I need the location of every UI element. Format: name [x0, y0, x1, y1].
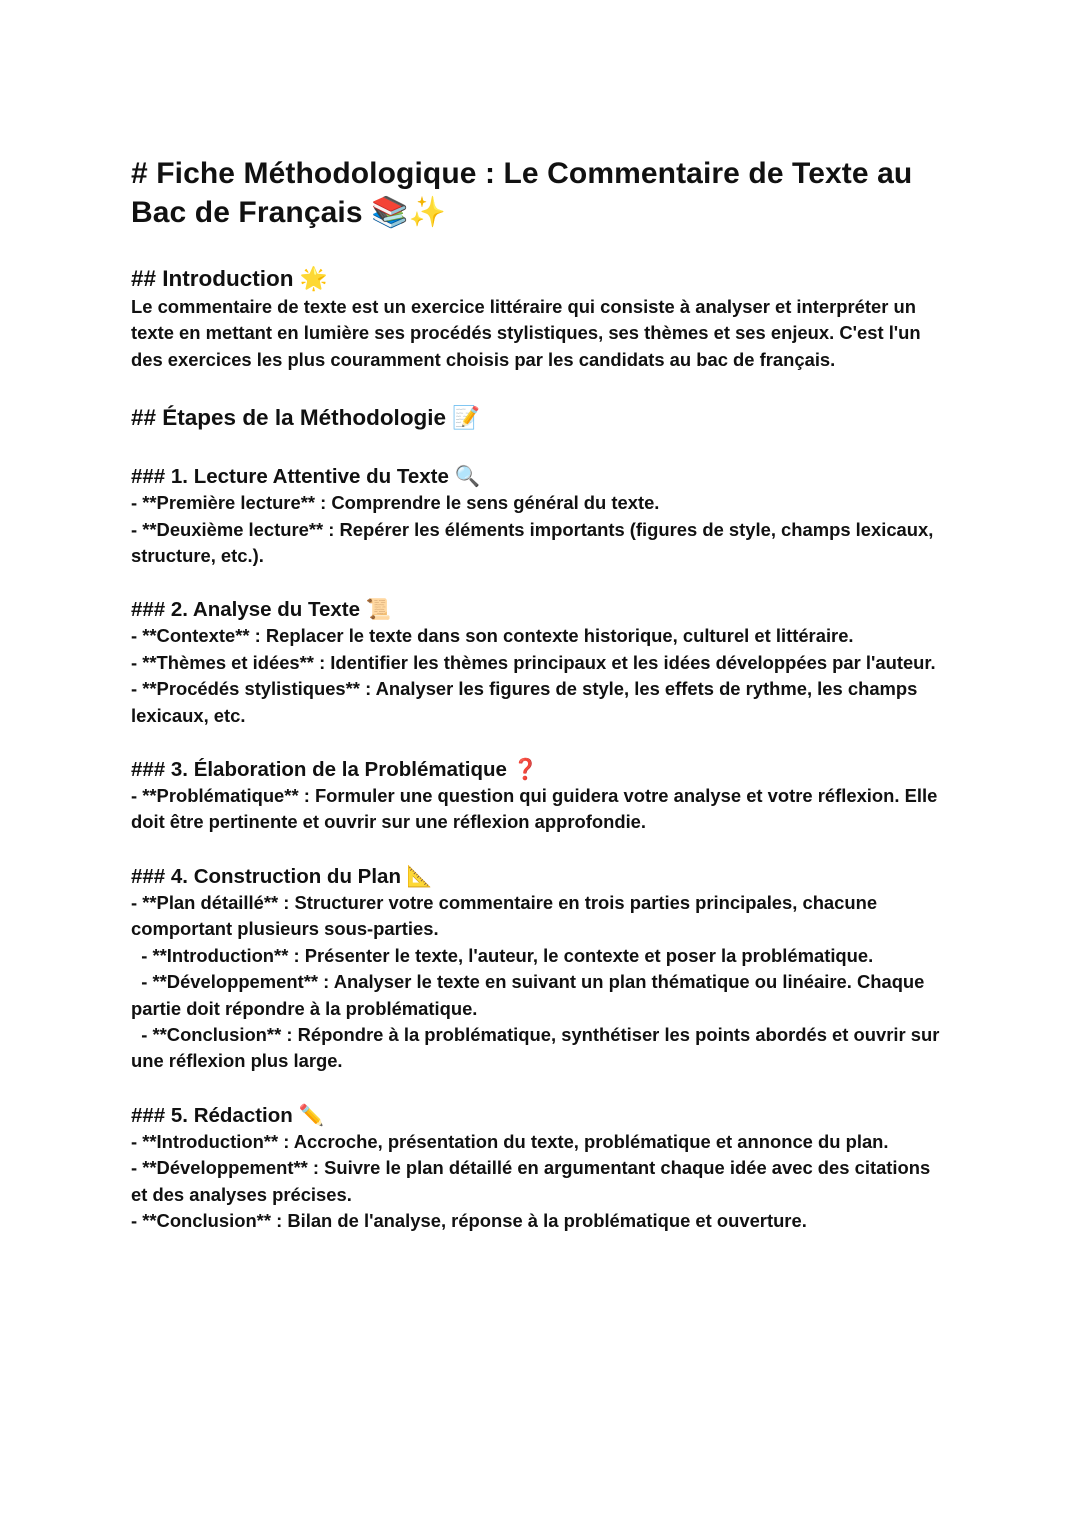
section-redaction [131, 1102, 951, 1235]
section-heading [131, 863, 951, 890]
list-item: - **Procédés stylistiques** : Analyser les figures de style, les effets de rythme, les champs lexicaux, etc. [131, 678, 923, 726]
list-item: - **Conclusion** : Bilan de l'analyse, réponse à la problématique et ouverture. [131, 1209, 807, 1231]
etapes-heading [131, 403, 951, 433]
triangle-ruler-icon: 📐 [406, 863, 433, 888]
section-analyse [131, 596, 951, 729]
section-heading-text: ### 1. Lecture Attentive du Texte [131, 465, 449, 489]
section-heading-text: ### 3. Élaboration de la Problématique [131, 758, 507, 782]
section-heading [131, 463, 951, 490]
list-item: - **Première lecture** : Comprendre le sens général du texte. [131, 492, 660, 514]
list-item: - **Thèmes et idées** : Identifier les thèmes principaux et les idées développées par l'auteur. [131, 651, 936, 673]
pencil-icon: ✏️ [298, 1102, 325, 1127]
section-plan [131, 863, 951, 1075]
section-lecture [131, 463, 951, 569]
star-icon: 🌟 [299, 266, 328, 292]
intro-heading-text: ## Introduction [131, 266, 294, 291]
section-heading [131, 1102, 951, 1129]
title-text: # Fiche Méthodologique : Le Commentaire de Texte au Bac de Français [131, 157, 913, 229]
list-item: - **Développement** : Analyser le texte en suivant un plan thématique ou linéaire. Chaque partie doit répondre à la problématique. [131, 971, 930, 1019]
section-problematique [131, 756, 951, 836]
section-heading [131, 596, 951, 623]
section-heading-text: ### 4. Construction du Plan [131, 864, 401, 888]
section-heading-text: ### 5. Rédaction [131, 1103, 293, 1127]
intro-paragraph: Le commentaire de texte est un exercice littéraire qui consiste à analyser et interpréter un texte en mettant en lumière ses procédés stylistiques, ses thèmes et ses enjeux. C'est l'un des exercices les plus couramment choisis par les candidats au bac de français. [131, 296, 926, 370]
document-page [131, 154, 951, 1234]
etapes-heading-text: ## Étapes de la Méthodologie [131, 405, 447, 431]
document-title [131, 154, 951, 232]
list-item: - **Problématique** : Formuler une question qui guidera votre analyse et votre réflexion. Elle doit être pertinente et ouvrir sur une réflexion approfondie. [131, 785, 943, 833]
section-heading-text: ### 2. Analyse du Texte [131, 598, 361, 622]
books-sparkles-icon: 📚✨ [371, 195, 446, 230]
memo-icon: 📝 [452, 405, 481, 432]
list-item: - **Développement** : Suivre le plan détaillé en argumentant chaque idée avec des citations et des analyses précises. [131, 1157, 936, 1205]
list-item: - **Deuxième lecture** : Repérer les éléments importants (figures de style, champs lexicaux, structure, etc.). [131, 518, 939, 567]
list-item: - **Plan détaillé** : Structurer votre commentaire en trois parties principales, chacune comportant plusieurs sous-parties. [131, 891, 883, 940]
scroll-icon: 📜 [365, 597, 392, 622]
magnifier-icon: 🔍 [454, 464, 481, 489]
list-item: - **Contexte** : Replacer le texte dans son contexte historique, culturel et littéraire. [131, 625, 854, 647]
intro-heading [131, 264, 951, 294]
section-heading [131, 756, 951, 783]
list-item: - **Introduction** : Accroche, présentation du texte, problématique et annonce du plan. [131, 1130, 889, 1152]
list-item: - **Conclusion** : Répondre à la problématique, synthétiser les points abordés et ouvrir sur une réflexion plus large. [131, 1023, 945, 1072]
question-mark-icon: ❓ [512, 757, 539, 782]
list-item: - **Introduction** : Présenter le texte, l'auteur, le contexte et poser la problématique. [131, 944, 874, 966]
